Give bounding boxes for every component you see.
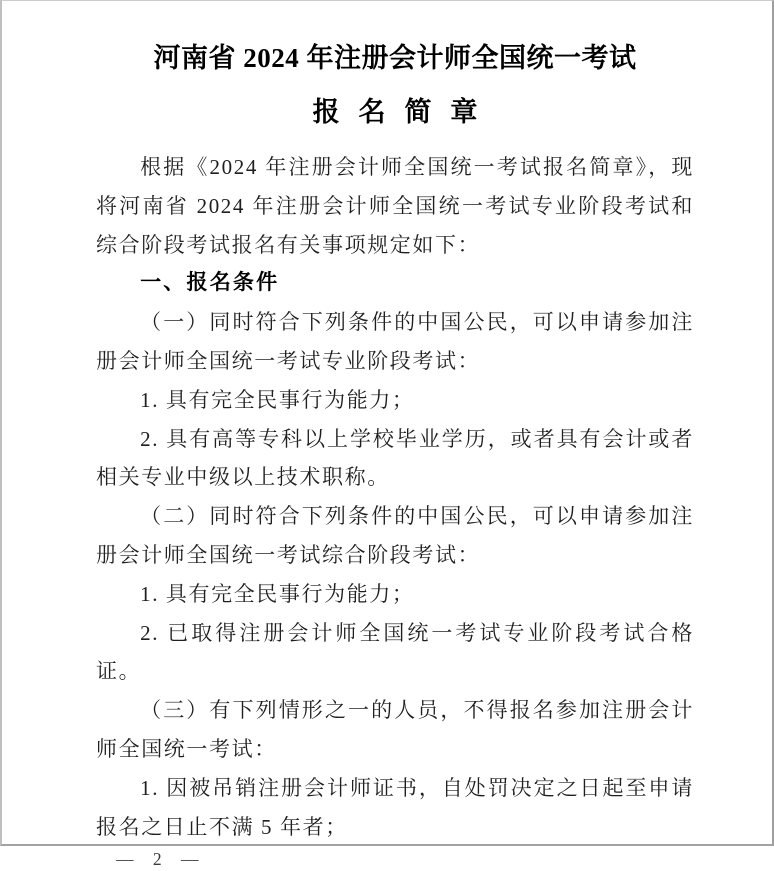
paragraph: 1. 因被吊销注册会计师证书，自处罚决定之日起至申请报名之日止不满 5 年者； [96,775,694,839]
paragraph: （三）有下列情形之一的人员，不得报名参加注册会计师全国统一考试： [96,698,694,761]
paragraph: 1. 具有完全民事行为能力； [140,387,415,412]
page-number: — 2 — [116,849,200,870]
paragraph: 根据《2024 年注册会计师全国统一考试报名简章》，现将河南省 2024 年注册会计师全国统一考试专业阶段考试和综合阶段考试报名有关事项规定如下： [96,155,694,257]
document-body [96,148,694,846]
paragraph: 1. 具有完全民事行为能力； [140,581,415,606]
document-title [96,31,694,139]
page-content [2,1,772,871]
paragraph: （一）同时符合下列条件的中国公民，可以申请参加注册会计师全国统一考试专业阶段考试： [96,310,694,373]
document-title-line2: 报名简章 [312,97,497,127]
section-heading: 一、报名条件 [140,271,280,295]
paragraph: 2. 具有高等专科以上学校毕业学历，或者具有会计或者相关专业中级以上技术职称。 [96,426,694,490]
document-title-line1: 河南省 2024 年注册会计师全国统一考试 [153,43,637,73]
paragraph: 2. 已取得注册会计师全国统一考试专业阶段考试合格证。 [96,620,694,684]
paragraph: （二）同时符合下列条件的中国公民，可以申请参加注册会计师全国统一考试综合阶段考试： [96,504,694,567]
